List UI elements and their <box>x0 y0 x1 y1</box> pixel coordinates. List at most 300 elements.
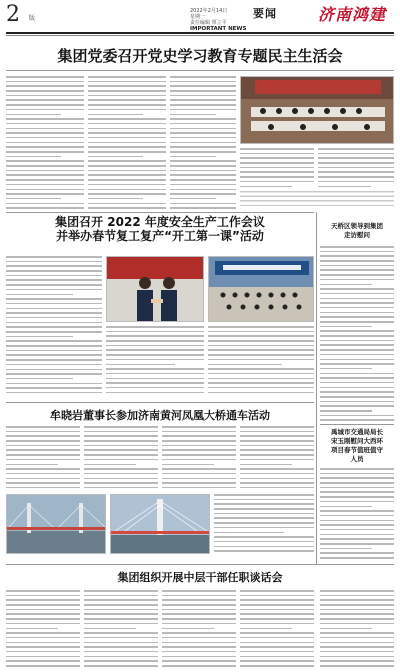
body-text-line <box>88 156 143 158</box>
article-4-text-col-5 <box>320 590 394 668</box>
body-text-line <box>162 651 236 653</box>
body-text-line <box>318 176 394 178</box>
body-text-line <box>84 468 158 470</box>
body-text-line <box>6 76 84 78</box>
body-text-line <box>320 415 394 417</box>
body-text-line <box>214 508 314 510</box>
body-text-line <box>6 265 102 267</box>
body-text-line <box>170 146 236 148</box>
body-text-line <box>208 373 314 375</box>
body-text-line <box>320 487 394 489</box>
body-text-line <box>6 336 73 338</box>
body-text-line <box>84 454 158 456</box>
body-text-line <box>318 153 394 155</box>
body-text-line <box>84 642 158 644</box>
body-text-line <box>320 354 394 356</box>
body-text-line <box>6 308 102 310</box>
body-text-line <box>208 349 314 351</box>
body-text-line <box>6 289 102 291</box>
body-text-line <box>170 207 236 209</box>
body-text-line <box>106 354 204 356</box>
body-text-line <box>88 165 166 167</box>
body-text-line <box>88 151 166 153</box>
body-text-line <box>318 171 394 173</box>
body-text-line <box>6 179 84 181</box>
body-text-line <box>320 284 372 286</box>
body-text-line <box>88 109 166 111</box>
body-text-line <box>318 181 394 183</box>
body-text-line <box>88 90 166 92</box>
body-text-line <box>6 373 102 375</box>
body-text-line <box>6 482 80 484</box>
body-text-line <box>162 426 236 428</box>
article-3-text-col-5 <box>214 494 314 554</box>
body-text-line <box>6 590 80 592</box>
body-text-line <box>84 646 158 648</box>
meeting-photo-image <box>241 77 394 144</box>
body-text-line <box>320 628 372 630</box>
date: 2022年2月14日 <box>190 8 228 14</box>
body-text-line <box>84 445 158 447</box>
article-2-text-col-3 <box>208 326 314 396</box>
body-text-line <box>170 90 236 92</box>
body-text-line <box>6 656 80 658</box>
body-text-line <box>320 646 394 648</box>
body-text-line <box>84 590 158 592</box>
body-text-line <box>320 330 394 332</box>
masthead <box>0 0 400 46</box>
body-text-line <box>320 623 394 625</box>
body-text-line <box>318 167 394 169</box>
body-text-line <box>6 383 102 385</box>
body-text-line <box>84 665 158 667</box>
body-text-line <box>88 114 143 116</box>
body-text-line <box>208 364 282 366</box>
body-text-line <box>320 302 394 304</box>
body-text-line <box>162 459 236 461</box>
body-text-line <box>162 609 236 611</box>
body-text-line <box>170 170 236 172</box>
body-text-line <box>320 344 394 346</box>
body-text-line <box>240 656 314 658</box>
body-text-line <box>84 618 158 620</box>
article-3-text-col-1 <box>6 426 80 492</box>
body-text-line <box>6 207 84 209</box>
body-text-line <box>240 459 314 461</box>
body-text-line <box>88 207 166 209</box>
article-3-text-col-2 <box>84 426 158 492</box>
body-text-line <box>320 269 394 271</box>
body-text-line <box>240 604 314 606</box>
body-text-line <box>320 349 394 351</box>
sidebar-divider <box>316 212 317 564</box>
body-text-line <box>88 99 166 101</box>
article-4-text-col-3 <box>162 590 236 668</box>
article-2-text-col-1 <box>6 256 102 396</box>
body-text-line <box>106 326 204 328</box>
body-text-line <box>320 632 394 634</box>
body-text-line <box>208 335 314 337</box>
body-text-line <box>106 368 204 370</box>
body-text-line <box>320 548 372 550</box>
body-text-line <box>162 487 236 489</box>
body-text-line <box>214 546 314 548</box>
body-text-line <box>6 193 84 195</box>
body-text-line <box>208 387 314 389</box>
body-text-line <box>6 298 102 300</box>
sidebar-brief-2-title-line2: 宋玉刚慰问大西环 <box>331 437 383 445</box>
body-text-line <box>240 454 314 456</box>
body-text-line <box>240 632 314 634</box>
article-2-text-col-2 <box>106 326 204 396</box>
body-text-line <box>214 541 314 543</box>
body-text-line <box>6 123 84 125</box>
body-text-line <box>162 454 236 456</box>
sidebar-brief-1-title <box>320 222 394 240</box>
body-text-line <box>6 261 102 263</box>
body-text-line <box>84 660 158 662</box>
body-text-line <box>318 157 394 159</box>
body-text-line <box>88 85 166 87</box>
body-text-line <box>320 524 394 526</box>
body-text-line <box>240 162 314 164</box>
body-text-line <box>162 464 214 466</box>
body-text-line <box>240 171 314 173</box>
body-text-line <box>6 609 80 611</box>
body-text-line <box>6 604 80 606</box>
body-text-line <box>240 176 314 178</box>
body-text-line <box>6 322 102 324</box>
body-text-line <box>6 642 80 644</box>
body-text-line <box>106 335 204 337</box>
body-text-line <box>162 445 236 447</box>
article-2-top-rule <box>6 212 314 213</box>
body-text-line <box>106 359 204 361</box>
body-text-line <box>6 326 102 328</box>
body-text-line <box>6 137 84 139</box>
article-1-text-col-2 <box>88 76 166 210</box>
article-1-text-col-4 <box>240 148 314 188</box>
sidebar-brief-2-title-line1: 禹城市交通局局长 <box>331 428 383 436</box>
body-text-line <box>170 81 236 83</box>
body-text-line <box>162 623 236 625</box>
body-text-line <box>170 104 236 106</box>
body-text-line <box>88 104 166 106</box>
article-4-headline: 集团组织开展中层干部任职谈话会 <box>117 571 283 584</box>
body-text-line <box>214 499 314 501</box>
body-text-line <box>170 151 236 153</box>
body-text-line <box>170 198 216 200</box>
body-text-line <box>320 321 394 323</box>
body-text-line <box>84 656 158 658</box>
body-text-line <box>240 618 314 620</box>
body-text-line <box>320 613 394 615</box>
body-text-line <box>320 359 394 361</box>
article-1-text-col-1 <box>6 76 84 210</box>
body-text-line <box>162 637 236 639</box>
article-2-photo-conference <box>208 256 314 322</box>
body-text-line <box>240 599 314 601</box>
body-text-line <box>320 651 394 653</box>
article-3-photo-bridge-left <box>6 494 106 554</box>
body-text-line <box>84 599 158 601</box>
body-text-line <box>88 128 166 130</box>
body-text-line <box>318 162 394 164</box>
body-text-line <box>320 293 394 295</box>
body-text-line <box>240 609 314 611</box>
body-text-line <box>88 81 166 83</box>
body-text-line <box>84 473 158 475</box>
body-text-line <box>162 478 236 480</box>
date-block <box>190 8 250 32</box>
body-text-line <box>240 181 314 183</box>
article-3-text-col-4 <box>240 426 314 492</box>
body-text-line <box>162 632 236 634</box>
body-text-line <box>6 637 80 639</box>
body-text-line <box>162 665 236 667</box>
body-text-line <box>320 491 394 493</box>
body-text-line <box>320 468 394 470</box>
body-text-line <box>88 132 166 134</box>
body-text-line <box>6 665 80 667</box>
sidebar-brief-2-title <box>320 428 394 464</box>
body-text-line <box>240 464 292 466</box>
body-text-line <box>320 401 394 403</box>
article-3-text-col-3 <box>162 426 236 492</box>
body-text-line <box>320 609 394 611</box>
body-text-line <box>6 104 84 106</box>
body-text-line <box>88 170 166 172</box>
body-text-line <box>162 449 236 451</box>
body-text-line <box>6 85 84 87</box>
article-1-rule <box>6 70 394 71</box>
body-text-line <box>170 123 236 125</box>
body-text-line <box>162 599 236 601</box>
body-text-line <box>170 184 236 186</box>
body-text-line <box>84 431 158 433</box>
body-text-line <box>320 642 394 644</box>
sidebar-brief-2-title-line4: 人员 <box>350 455 364 463</box>
body-text-line <box>162 590 236 592</box>
body-text-line <box>84 459 158 461</box>
body-text-line <box>240 157 314 159</box>
body-text-line <box>6 275 102 277</box>
body-text-line <box>6 128 84 130</box>
body-text-line <box>320 534 394 536</box>
body-text-line <box>318 186 371 188</box>
body-text-line <box>320 618 394 620</box>
body-text-line <box>6 90 84 92</box>
body-text-line <box>240 637 314 639</box>
body-text-line <box>6 160 84 162</box>
body-text-line <box>162 482 236 484</box>
body-text-line <box>84 449 158 451</box>
body-text-line <box>6 632 80 634</box>
body-text-line <box>240 478 314 480</box>
body-text-line <box>214 513 314 515</box>
body-text-line <box>320 520 394 522</box>
body-text-line <box>6 156 61 158</box>
body-text-line <box>6 628 58 630</box>
body-text-line <box>170 137 236 139</box>
body-text-line <box>240 468 314 470</box>
body-text-line <box>320 405 394 407</box>
body-text-line <box>240 445 314 447</box>
body-text-line <box>170 114 216 116</box>
body-text-line <box>6 613 80 615</box>
sidebar-brief-1-title-line2: 走访慰问 <box>344 231 370 239</box>
body-text-line <box>162 595 236 597</box>
body-text-line <box>6 468 80 470</box>
body-text-line <box>6 345 102 347</box>
body-text-line <box>208 368 314 370</box>
body-text-line <box>320 265 394 267</box>
body-text-line <box>162 604 236 606</box>
sidebar-brief-rule <box>320 424 394 425</box>
body-text-line <box>320 515 394 517</box>
body-text-line <box>320 660 394 662</box>
article-4-text-col-1 <box>6 590 80 668</box>
body-text-line <box>240 482 314 484</box>
body-text-line <box>88 198 143 200</box>
article-3-photo-bridge-center <box>110 494 210 554</box>
body-text-line <box>320 251 394 253</box>
body-text-line <box>240 613 314 615</box>
body-text-line <box>320 391 394 393</box>
body-text-line <box>6 294 73 296</box>
body-text-line <box>320 326 372 328</box>
body-text-line <box>6 445 80 447</box>
body-text-line <box>170 179 236 181</box>
article-1-headline: 集团党委召开党史学习教育专题民主生活会 <box>57 47 343 65</box>
section-title: 要闻 <box>253 7 277 20</box>
body-text-line <box>170 109 236 111</box>
body-text-line <box>6 132 84 134</box>
masthead-rule-thin <box>6 35 394 36</box>
body-text-line <box>106 387 204 389</box>
body-text-line <box>6 646 80 648</box>
body-text-line <box>6 165 84 167</box>
body-text-line <box>84 440 158 442</box>
body-text-line <box>84 604 158 606</box>
body-text-line <box>240 660 314 662</box>
body-text-line <box>6 454 80 456</box>
body-text-line <box>88 160 166 162</box>
conference-photo-image <box>209 257 314 322</box>
body-text-line <box>6 118 84 120</box>
body-text-line <box>6 303 102 305</box>
body-text-line <box>170 160 236 162</box>
body-text-line <box>6 378 73 380</box>
editor-line: 责任编辑 覃立平 <box>190 20 227 26</box>
body-text-line <box>240 623 314 625</box>
body-text-line <box>84 435 158 437</box>
body-text-line <box>6 599 80 601</box>
body-text-line <box>106 349 204 351</box>
body-text-line <box>6 184 84 186</box>
body-text-line <box>106 373 204 375</box>
body-text-line <box>320 543 394 545</box>
body-text-line <box>162 613 236 615</box>
body-text-line <box>6 198 61 200</box>
body-text-line <box>6 464 58 466</box>
body-text-line <box>214 494 314 496</box>
body-text-line <box>88 174 166 176</box>
body-text-line <box>88 203 166 205</box>
body-text-line <box>162 468 236 470</box>
masthead-rule <box>6 32 394 34</box>
body-text-line <box>214 503 314 505</box>
body-text-line <box>240 440 314 442</box>
body-text-line <box>6 354 102 356</box>
page-unit: 版 <box>29 15 36 22</box>
body-text-line <box>6 595 80 597</box>
body-text-line <box>320 298 394 300</box>
body-text-line <box>6 435 80 437</box>
body-text-line <box>240 153 314 155</box>
body-text-line <box>320 665 394 667</box>
body-text-line <box>84 595 158 597</box>
body-text-line <box>170 85 236 87</box>
body-text-line <box>6 174 84 176</box>
article-2-headline-line2: 并举办春节复工复产“开工第一课”活动 <box>56 228 264 243</box>
body-text-line <box>170 156 216 158</box>
body-text-line <box>240 646 314 648</box>
page-number: 2 <box>6 2 20 27</box>
body-text-line <box>320 260 394 262</box>
body-text-line <box>6 142 84 144</box>
body-text-line <box>208 345 314 347</box>
body-text-line <box>320 482 394 484</box>
body-text-line <box>88 95 166 97</box>
body-text-line <box>6 487 80 489</box>
body-text-line <box>84 628 136 630</box>
body-text-line <box>318 148 394 150</box>
body-text-line <box>162 642 236 644</box>
body-text-line <box>214 517 314 519</box>
article-2-photo-handshake <box>106 256 204 322</box>
body-text-line <box>162 618 236 620</box>
body-text-line <box>162 435 236 437</box>
body-text-line <box>88 123 166 125</box>
body-text-line <box>6 317 102 319</box>
body-text-line <box>84 487 158 489</box>
body-text-line <box>320 496 394 498</box>
body-text-line <box>88 189 166 191</box>
article-4-text-col-4 <box>240 590 314 668</box>
body-text-line <box>106 331 204 333</box>
body-text-line <box>6 170 84 172</box>
body-text-line <box>6 81 84 83</box>
body-text-line <box>240 595 314 597</box>
body-text-line <box>320 595 394 597</box>
article-4-text-col-2 <box>84 590 158 668</box>
body-text-line <box>84 632 158 634</box>
body-text-line <box>240 435 314 437</box>
body-text-line <box>6 449 80 451</box>
body-text-line <box>170 174 236 176</box>
body-text-line <box>320 316 394 318</box>
body-text-line <box>6 270 102 272</box>
body-text-line <box>170 76 236 78</box>
body-text-line <box>208 354 314 356</box>
body-text-line <box>162 473 236 475</box>
body-text-line <box>320 368 372 370</box>
body-text-line <box>240 431 314 433</box>
body-text-line <box>84 637 158 639</box>
brand-logo: 济南鸿建 <box>318 5 387 24</box>
body-text-line <box>6 203 84 205</box>
